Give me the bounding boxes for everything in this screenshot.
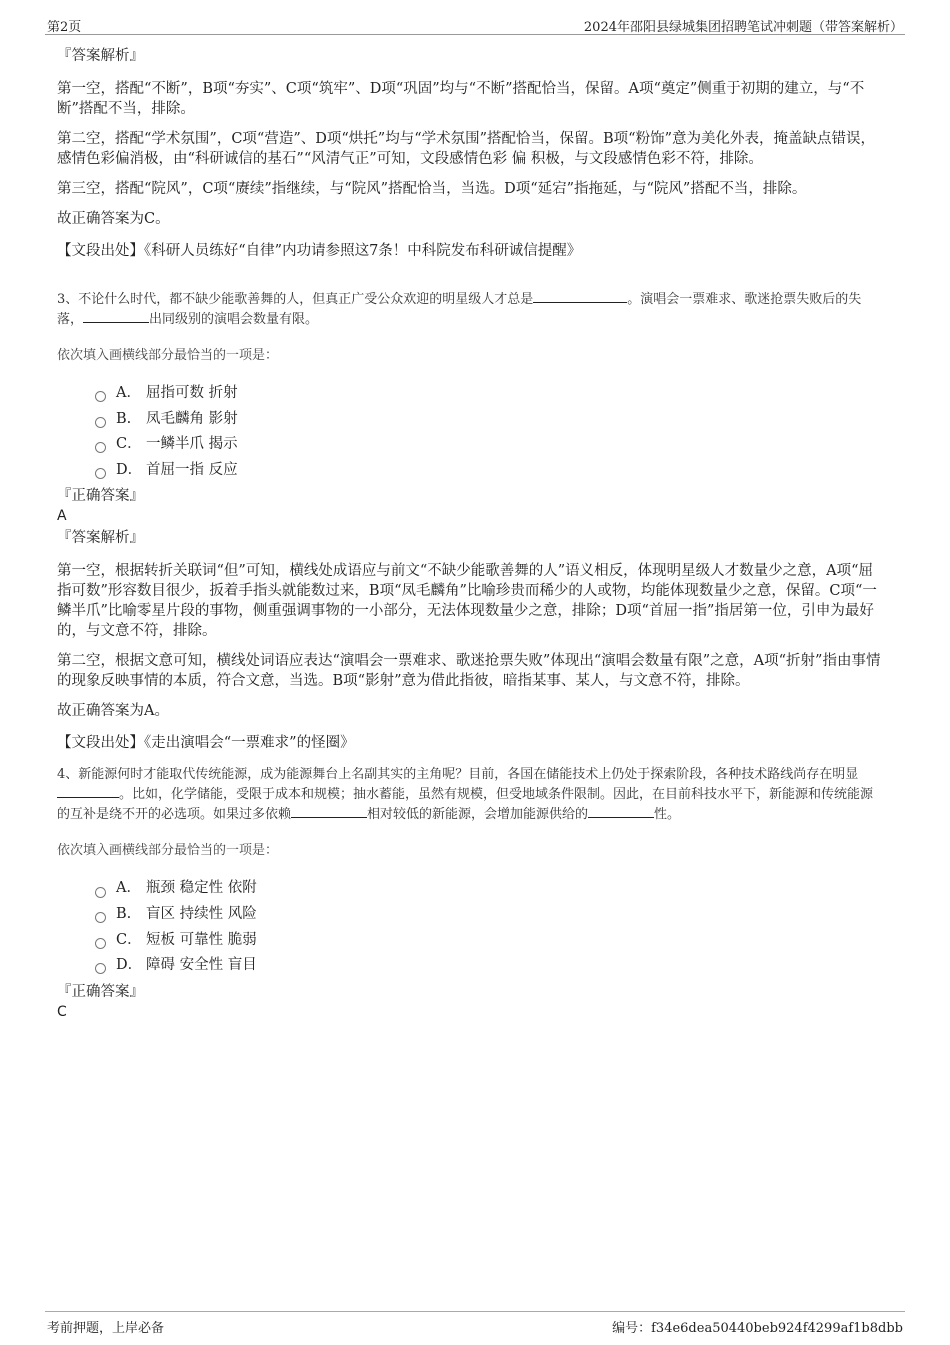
- page-footer: [45, 1311, 905, 1336]
- analysis-paragraph: 第一空，搭配“不断”，B项“夯实”、C项“筑牢”、D项“巩固”均与“不断”搭配恰当，保留。A项“奠定”侧重于初期的建立，与“不断”搭配不当，排除。: [57, 81, 865, 117]
- correct-answer-label: 『正确答案』: [57, 488, 144, 505]
- question-text: 4、新能源何时才能取代传统能源，成为能源舞台上名副其实的主角呢？目前，各国在储能技术上仍处于探索阶段，各种技术路线尚存在明显: [57, 767, 859, 783]
- question-text: 性。: [654, 807, 681, 823]
- option-list: [57, 381, 885, 483]
- analysis-paragraph: 第一空，根据转折关联词“但”可知，横线处成语应与前文“不缺少能歌善舞的人”语义相反，体现明星级人才数量少之意，A项“屈指可数”形容数目很少，扳着手指头就能数过来，B项“凤毛麟角”比喻珍贵而稀少的人或物，均能体现数量少之意，保留。C项“一鳞半爪”比喻零星片段的事物，侧重强调事物的一小部分，无法体现数量少之意，排除；D项“首屈一指”指居第一位，引申为最好的，与文意不符，排除。: [57, 563, 877, 640]
- question-prompt: 依次填入画横线部分最恰当的一项是：: [57, 348, 279, 363]
- correct-answer-label: 『正确答案』: [57, 983, 144, 1000]
- analysis-label: 『答案解析』: [57, 48, 144, 64]
- question-text: 3、不论什么时代，都不缺少能歌善舞的人，但真正广受公众欢迎的明星级人才总是: [57, 292, 534, 307]
- page-content: [57, 45, 885, 1021]
- radio-icon[interactable]: [95, 468, 106, 479]
- answer-blank: [291, 805, 367, 818]
- question-text: 。比如，化学储能，受限于成本和规模；抽水蓄能，虽然有规模，但受地域条件限制。因此，在目前科技水平下，新能源和传统能源的互补是绕不开的必选项。如果过多依赖: [57, 787, 874, 823]
- correct-answer: C: [57, 1003, 67, 1020]
- radio-icon[interactable]: [95, 442, 106, 453]
- option-b[interactable]: B. 盲区 持续性 风险: [95, 902, 885, 928]
- footer-slogan: 考前押题，上岸必备: [47, 1321, 165, 1336]
- option-list: [57, 876, 885, 978]
- question-text: 出同级别的演唱会数量有限。: [149, 312, 319, 327]
- radio-icon[interactable]: [95, 391, 106, 402]
- answer-blank: [83, 310, 149, 323]
- question-3-stem: [57, 290, 885, 330]
- answer-blank: [533, 290, 627, 303]
- option-a[interactable]: A． 瓶颈 稳定性 依附: [95, 876, 885, 902]
- option-d[interactable]: D． 障碍 安全性 盲目: [95, 953, 885, 979]
- correct-answer: A: [57, 508, 67, 525]
- document-id: 编号：f34e6dea50440beb924f4299af1b8dbb: [612, 1321, 903, 1336]
- answer-blank: [57, 785, 119, 798]
- document-title: 2024年邵阳县绿城集团招聘笔试冲刺题（带答案解析）: [583, 20, 903, 35]
- radio-icon[interactable]: [95, 417, 106, 428]
- analysis-label: 『答案解析』: [57, 530, 144, 547]
- radio-icon[interactable]: [95, 912, 106, 923]
- page-number: 第2页: [47, 20, 82, 35]
- analysis-paragraph: 第二空，搭配“学术氛围”，C项“营造”、D项“烘托”均与“学术氛围”搭配恰当，保留。B项“粉饰”意为美化外表，掩盖缺点错误，感情色彩偏消极，由“科研诚信的基石”“风清气正”可知，文段感情色彩 偏 积极，与文段感情色彩不符，排除。: [57, 131, 875, 167]
- question-text: 。演唱会一票难求、歌迷抢票失败后的失落，: [57, 292, 862, 327]
- radio-icon[interactable]: [95, 887, 106, 898]
- option-d[interactable]: D． 首屈一指 反应: [95, 458, 885, 484]
- radio-icon[interactable]: [95, 963, 106, 974]
- analysis-conclusion: 故正确答案为C。: [57, 211, 170, 227]
- text-source: 【文段出处】《走出演唱会“一票难求”的怪圈》: [57, 735, 355, 752]
- question-prompt: 依次填入画横线部分最恰当的一项是：: [57, 843, 279, 859]
- question-text: 相对较低的新能源，会增加能源供给的: [367, 807, 589, 823]
- answer-blank: [588, 805, 654, 818]
- analysis-conclusion: 故正确答案为A。: [57, 703, 169, 720]
- analysis-paragraph: 第二空，根据文意可知，横线处词语应表达“演唱会一票难求、歌迷抢票失败”体现出“演唱会数量有限”之意，A项“折射”指由事情的现象反映事情的本质，符合文意，当选。B项“影射”意为借此指彼，暗指某事、某人，与文意不符，排除。: [57, 653, 881, 690]
- text-source: 【文段出处】《科研人员练好“自律”内功请参照这7条！中科院发布科研诚信提醒》: [57, 243, 582, 259]
- option-b[interactable]: B. 凤毛麟角 影射: [95, 407, 885, 433]
- option-c[interactable]: C． 短板 可靠性 脆弱: [95, 928, 885, 954]
- radio-icon[interactable]: [95, 938, 106, 949]
- option-c[interactable]: C． 一鳞半爪 揭示: [95, 432, 885, 458]
- analysis-paragraph: 第三空，搭配“院风”，C项“赓续”指继续，与“院风”搭配恰当，当选。D项“延宕”指拖延，与“院风”搭配不当，排除。: [57, 181, 807, 197]
- option-a[interactable]: A． 屈指可数 折射: [95, 381, 885, 407]
- question-4-stem: [57, 765, 885, 825]
- page-header: [45, 14, 905, 35]
